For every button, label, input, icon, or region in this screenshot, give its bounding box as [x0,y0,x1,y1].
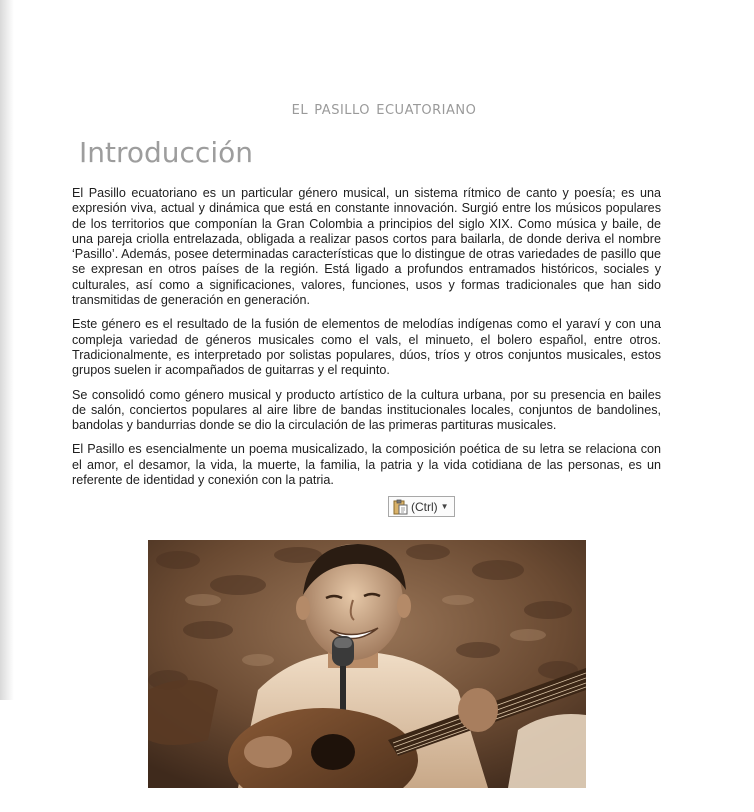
singer-photo [148,540,586,788]
paste-options-button[interactable] [388,496,455,517]
document-header-title: el pasillo ecuatoriano [291,98,477,119]
document-page [14,0,754,812]
introduction-heading: Introducción [79,136,253,169]
chevron-down-icon: ▼ [440,502,449,511]
paragraph: El Pasillo es esencialmente un poema musicalizado, la composición poética de su letra se relaciona con el amor, el desamor, la vida, la muerte, la familia, la patria y la vida cotidiana de las personas, es un referente de identidad y conexión con la patria. [72,442,661,488]
photo-illustration [148,540,586,788]
paste-options-label: (Ctrl) [411,499,438,514]
clipboard-icon [392,499,408,515]
page-shadow [0,0,14,700]
paragraph: Se consolidó como género musical y producto artístico de la cultura urbana, por su presencia en bailes de salón, conciertos populares al aire libre de bandas institucionales locales, conjuntos de bandolines, bandolas y bandurrias donde se dio la circulación de las primeras partituras musicales. [72,387,661,433]
paragraph: El Pasillo ecuatoriano es un particular género musical, un sistema rítmico de canto y poesía; es una expresión viva, actual y dinámica que está en constante innovación. Surgió entre los músicos populares de los territorios que componían la Gran Colombia a principios del siglo XIX. Como música y baile, de una pareja criolla entrelazada, obligada a realizar pasos cortos para bailarla, de donde deriva el nombre ‘Pasillo’. Además, posee determinadas características que lo distingue de otras variedades de pasillo que se expresan en otros países de la región. Está ligado a profundos entramados históricos, sociales y culturales, así como a significaciones, valores, funciones, usos y formas tradicionales que han sido transmitidas de generación en generación. [72,186,661,308]
document-body [72,186,661,497]
paragraph: Este género es el resultado de la fusión de elementos de melodías indígenas como el yaraví y con una compleja variedad de géneros musicales como el vals, el minueto, el bolero español, entre otros. Tradicionalmente, es interpretado por solistas populares, dúos, tríos y otros conjuntos musicales, estos grupos suelen ir acompañados de guitarras y el requinto. [72,317,661,378]
